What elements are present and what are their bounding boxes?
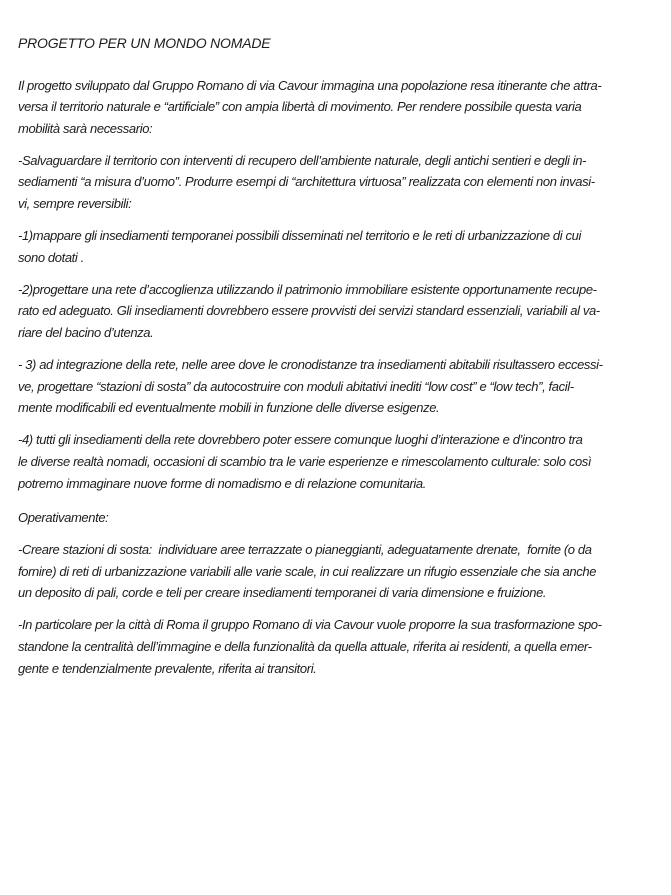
text-line: potremo immaginare nuove forme di nomadismo e di relazione comunitaria. xyxy=(18,475,427,491)
paragraph-creare-stazioni xyxy=(18,539,657,604)
text-line: -2)progettare una rete d’accoglienza utilizzando il patrimonio immobiliare esistente opportunamente recupe- xyxy=(18,281,597,297)
text-line: Il progetto sviluppato dal Gruppo Romano di via Cavour immagina una popolazione resa itinerante che attra- xyxy=(18,77,602,93)
text-line: sono dotati . xyxy=(18,249,84,265)
paragraph-punto-3 xyxy=(18,354,657,419)
text-line: - 3) ad integrazione della rete, nelle aree dove le cronodistanze tra insediamenti abitabili risultassero eccessi- xyxy=(18,357,603,373)
text-line: sediamenti “a misura d’uomo”. Produrre esempi di “architettura virtuosa” realizzata con elementi non invasi- xyxy=(18,174,595,190)
text-line: riare del bacino d’utenza. xyxy=(18,324,154,340)
text-line: mobilità sarà necessario: xyxy=(18,120,153,136)
text-line: gente e tendenzialmente prevalente, riferita ai transitori. xyxy=(18,660,317,676)
paragraph-punto-1 xyxy=(18,225,657,268)
paragraph-punto-2 xyxy=(18,279,657,344)
paragraph-roma xyxy=(18,614,657,679)
text-line: mente modificabili ed eventualmente mobili in funzione delle diverse esigenze. xyxy=(18,400,440,416)
text-line: standone la centralità dell’immagine e della funzionalità da quella attuale, riferita ai residenti, a quella emer- xyxy=(18,639,592,655)
text-line: -1)mappare gli insediamenti temporanei possibili disseminati nel territorio e le reti di urbanizzazione di cui xyxy=(18,228,581,244)
text-line: -Salvaguardare il territorio con interventi di recupero dell’ambiente naturale, degli antichi sentieri e degli in- xyxy=(18,152,587,168)
text-line: fornire) di reti di urbanizzazione variabili alle varie scale, in cui realizzare un rifugio essenziale che sia anche xyxy=(18,563,597,579)
paragraph-intro xyxy=(18,75,657,140)
paragraph-punto-4 xyxy=(18,429,657,494)
text-line: vi, sempre reversibili: xyxy=(18,195,132,211)
text-line: Operativamente: xyxy=(18,510,109,526)
text-line: -Creare stazioni di sosta: individuare aree terrazzate o pianeggianti, adeguatamente drenate, fornite (o da xyxy=(18,542,592,558)
text-line: ve, progettare “stazioni di sosta” da autocostruire con moduli abitativi inediti “low cost” e “low tech”, facil- xyxy=(18,378,574,394)
section-label-operativamente xyxy=(18,507,657,529)
text-line: le diverse realtà nomadi, occasioni di scambio tra le varie esperienze e rimescolamento culturale: solo così xyxy=(18,453,592,469)
text-line: -In particolare per la città di Roma il gruppo Romano di via Cavour vuole proporre la sua trasformazione spo- xyxy=(18,617,602,633)
text-line: rato ed adeguato. Gli insediamenti dovrebbero essere provvisti dei servizi standard essenziali, variabili al va- xyxy=(18,303,600,319)
text-line: versa il territorio naturale e “artificiale” con ampia libertà di movimento. Per rendere possibile questa varia xyxy=(18,99,582,115)
text-line: un deposito di pali, corde e teli per creare insediamenti temporanei di varia dimensione e fruizione. xyxy=(18,585,547,601)
text-line: -4) tutti gli insediamenti della rete dovrebbero poter essere comunque luoghi d’interazione e d’incontro tra xyxy=(18,432,583,448)
paragraph-salvaguardare xyxy=(18,150,657,215)
document-title: PROGETTO PER UN MONDO NOMADE xyxy=(18,35,271,51)
